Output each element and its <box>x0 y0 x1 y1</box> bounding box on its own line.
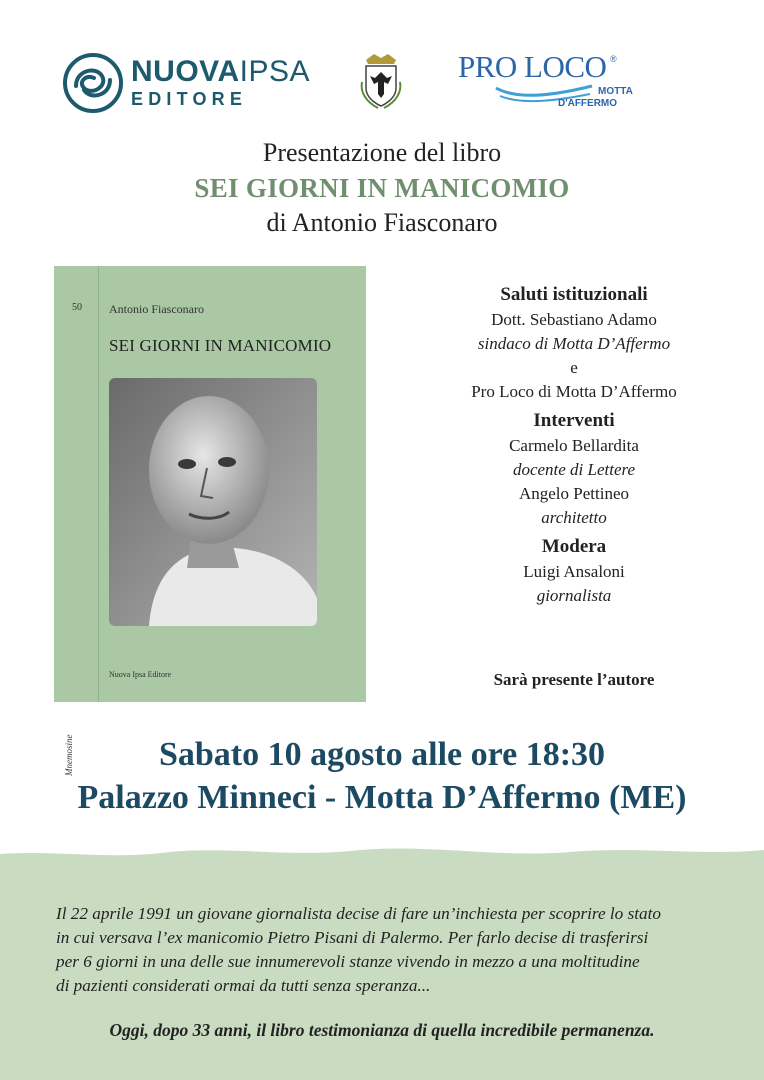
portrait-photo <box>109 378 317 626</box>
logo-bar <box>0 40 764 120</box>
modera-heading: Modera <box>541 536 607 557</box>
book-series-number: 50 <box>72 302 82 313</box>
pro-loco-town-line1: MOTTA <box>598 86 633 97</box>
publisher-name-light: IPSA <box>239 55 310 88</box>
interventi-heading: Interventi <box>533 410 615 431</box>
nuova-ipsa-logo-icon <box>62 52 124 114</box>
saluti-name: Dott. Sebastiano Adamo <box>491 310 657 329</box>
pro-loco-title: PRO LOCO <box>458 49 607 84</box>
speaker1-name: Carmelo Bellardita <box>509 436 639 455</box>
book-cover-publisher: Nuova Ipsa Editore <box>109 670 172 679</box>
book-spine <box>54 266 99 702</box>
event-heading <box>0 136 764 240</box>
event-details <box>0 734 764 820</box>
description-text <box>56 902 716 998</box>
publisher-subtitle: EDITORE <box>131 89 248 109</box>
publisher-name-bold: NUOVA <box>131 55 240 88</box>
pro-loco-town-line2: D'AFFERMO <box>558 98 618 109</box>
saluti-org: Pro Loco di Motta D’Affermo <box>471 382 677 401</box>
book-cover-author: Antonio Fiasconaro <box>109 302 204 316</box>
heading-author: di Antonio Fiasconaro <box>266 208 498 237</box>
moderator-role: giornalista <box>536 586 612 605</box>
closing-statement: Oggi, dopo 33 anni, il libro testimonianza di quella incredibile permanenza. <box>109 1020 655 1040</box>
event-place: Palazzo Minneci - Motta D’Affermo (ME) <box>77 779 687 816</box>
nuova-ipsa-wordmark <box>131 57 310 109</box>
description-line: di pazienti considerati ormai da tutti senza speranza... <box>56 976 431 995</box>
coat-of-arms-icon <box>358 52 404 110</box>
pro-loco-logo <box>458 49 633 120</box>
saluti-role: sindaco di Motta D’Affermo <box>477 334 671 353</box>
moderator-name: Luigi Ansaloni <box>523 562 625 581</box>
speaker1-role: docente di Lettere <box>512 460 636 479</box>
saluti-and: e <box>570 358 578 377</box>
description-line: Il 22 aprile 1991 un giovane giornalista decise di fare un’inchiesta per scoprire lo stato <box>56 904 661 923</box>
speakers-list <box>410 282 738 608</box>
book-title-heading: SEI GIORNI IN MANICOMIO <box>194 173 570 203</box>
description-line: per 6 giorni in una delle sue innumerevoli stanze vivendo in mezzo a una moltitudine <box>56 952 640 971</box>
book-cover <box>54 266 366 776</box>
book-series-name: Mnemosine <box>64 734 74 776</box>
speaker2-role: architetto <box>541 508 607 527</box>
speaker2-name: Angelo Pettineo <box>518 484 629 503</box>
description-band <box>0 840 764 1080</box>
heading-intro: Presentazione del libro <box>262 138 502 167</box>
saluti-heading: Saluti istituzionali <box>500 284 648 305</box>
author-present-note: Sarà presente l’autore <box>493 670 655 689</box>
book-cover-title: SEI GIORNI IN MANICOMIO <box>109 336 332 355</box>
event-date: Sabato 10 agosto alle ore 18:30 <box>158 736 606 773</box>
description-line: in cui versava l’ex manicomio Pietro Pisani di Palermo. Per farlo decise di trasferirsi <box>56 928 649 947</box>
registered-mark: ® <box>610 54 617 64</box>
